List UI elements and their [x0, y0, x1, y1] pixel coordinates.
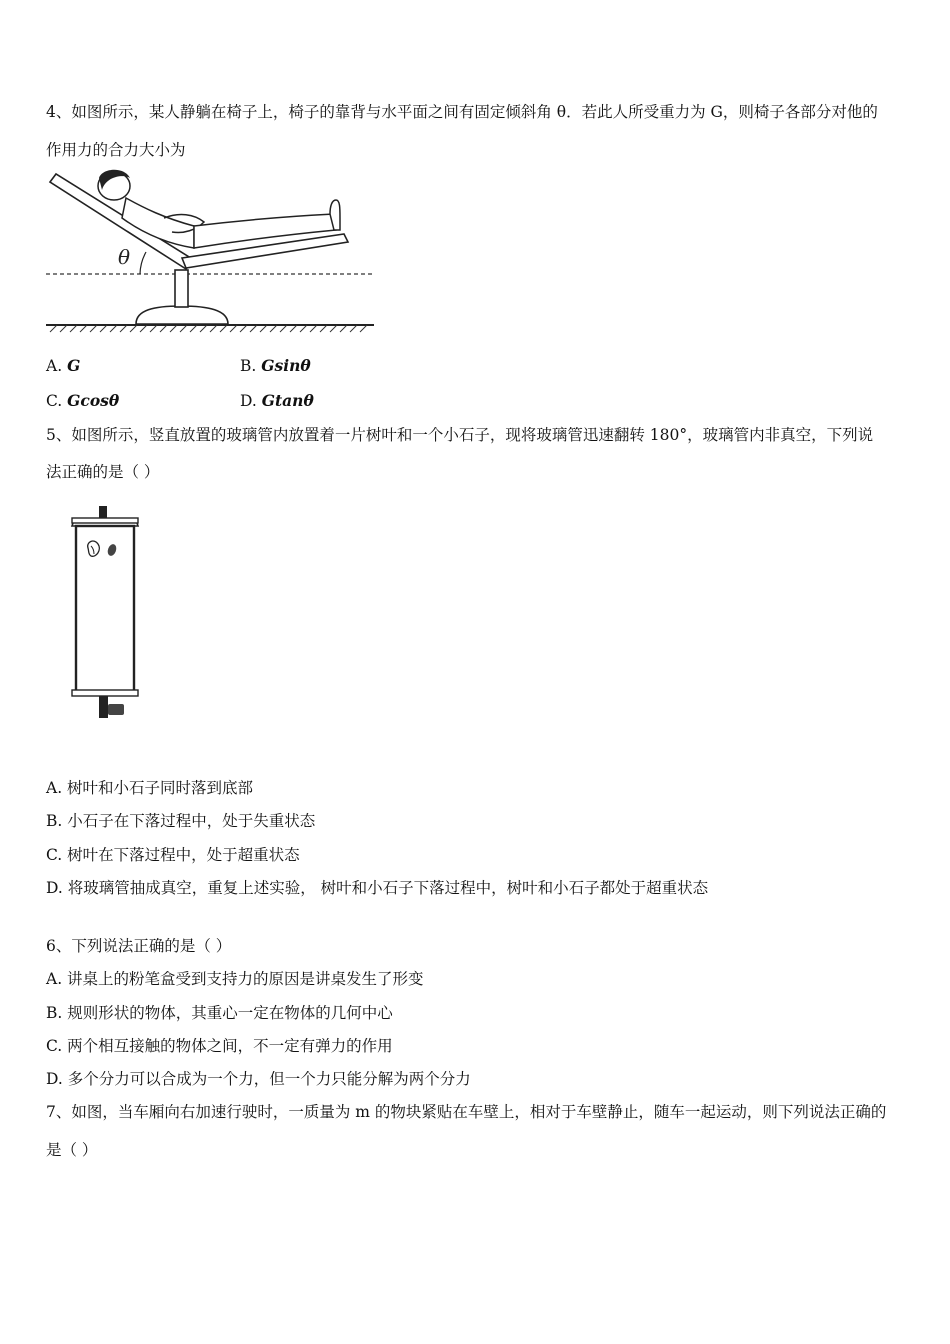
q4-stem-line1: 4、如图所示，某人静躺在椅子上，椅子的靠背与水平面之间有固定倾斜角 θ．若此人所受重力为 G，则椅子各部分对他的	[46, 103, 878, 121]
q5-stem-line2: 法正确的是（ ）	[46, 463, 160, 481]
q4-theta-label: θ	[118, 245, 131, 269]
q4-option-c-value: Gcosθ	[67, 391, 120, 410]
q6-option-c[interactable]: C. 两个相互接触的物体之间，不一定有弹力的作用	[46, 1037, 393, 1055]
q4-option-a-value: G	[67, 356, 81, 375]
q4-option-d-letter: D.	[240, 392, 262, 410]
q5-stem-line1: 5、如图所示，竖直放置的玻璃管内放置着一片树叶和一个小石子，现将玻璃管迅速翻转 180°，玻璃管内非真空，下列说	[46, 426, 874, 444]
q5-option-b[interactable]: B. 小石子在下落过程中，处于失重状态	[46, 812, 316, 830]
q4-option-a-letter: A.	[46, 357, 68, 375]
q7-stem-line2: 是（ ）	[46, 1141, 98, 1159]
q6-option-b[interactable]: B. 规则形状的物体，其重心一定在物体的几何中心	[46, 1004, 393, 1022]
q4-option-d[interactable]	[240, 391, 314, 411]
q4-option-b-letter: B.	[240, 357, 262, 375]
q6-option-a[interactable]: A. 讲桌上的粉笔盒受到支持力的原因是讲桌发生了形变	[46, 970, 424, 988]
q4-option-b[interactable]	[240, 356, 311, 376]
q4-stem-line2: 作用力的合力大小为	[46, 141, 186, 159]
q4-option-d-value: Gtanθ	[261, 391, 314, 410]
q5-option-d[interactable]: D. 将玻璃管抽成真空，重复上述实验， 树叶和小石子下落过程中，树叶和小石子都处于超重状态	[46, 879, 709, 897]
q7-stem-line1: 7、如图，当车厢向右加速行驶时，一质量为 m 的物块紧贴在车壁上，相对于车壁静止，随车一起运动，则下列说法正确的	[46, 1103, 887, 1121]
q5-option-c[interactable]: C. 树叶在下落过程中，处于超重状态	[46, 846, 300, 864]
q4-option-a[interactable]	[46, 356, 80, 376]
q6-option-d[interactable]: D. 多个分力可以合成为一个力，但一个力只能分解为两个分力	[46, 1070, 471, 1088]
q6-stem: 6、下列说法正确的是（ ）	[46, 937, 232, 955]
q4-option-c-letter: C.	[46, 392, 68, 410]
q5-option-a[interactable]: A. 树叶和小石子同时落到底部	[46, 779, 254, 797]
q4-option-b-value: Gsinθ	[261, 356, 311, 375]
q4-option-c[interactable]	[46, 391, 119, 411]
q5-glass-tube-figure	[66, 504, 146, 726]
q4-reclining-chair-figure	[44, 168, 378, 338]
